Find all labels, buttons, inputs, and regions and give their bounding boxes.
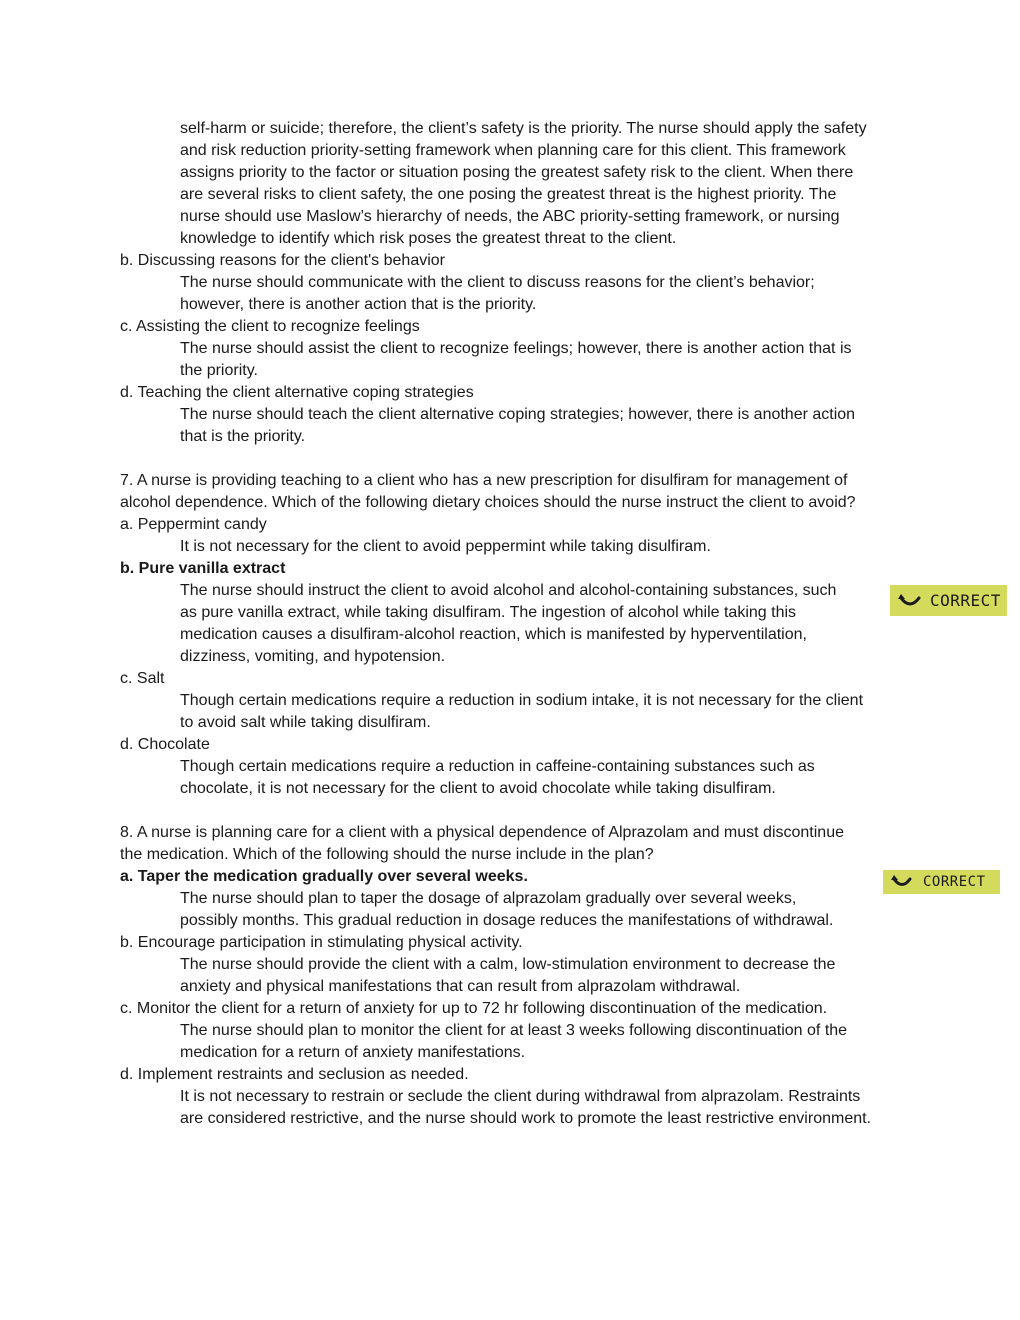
q6a-rationale-line-1: self-harm or suicide; therefore, the client’s safety is the priority. The nurse should apply the safety [180, 120, 867, 137]
q6a-rationale-line-5: nurse should use Maslow’s hierarchy of needs, the ABC priority-setting framework, or nursing [180, 208, 840, 225]
q8d-rationale-line-1: It is not necessary to restrain or seclude the client during withdrawal from alprazolam. Restraints [180, 1088, 861, 1105]
q8c-rationale-line-2: medication for a return of anxiety manifestations. [180, 1044, 526, 1061]
correct-badge-q7 [890, 585, 1007, 616]
q7-option-a: a. Peppermint candy [120, 516, 267, 533]
q6a-rationale-line-6: knowledge to identify which risk poses the greatest threat to the client. [180, 230, 677, 247]
correct-badge-q8 [883, 870, 1000, 894]
q8-option-c: c. Monitor the client for a return of anxiety for up to 72 hr following discontinuation of the medication. [120, 1000, 828, 1017]
q8-stem-line-2: the medication. Which of the following should the nurse include in the plan? [120, 846, 654, 863]
q8a-rationale-line-2: possibly months. This gradual reduction in dosage reduces the manifestations of withdrawal. [180, 912, 834, 929]
q7d-rationale-line-2: chocolate, it is not necessary for the client to avoid chocolate while taking disulfiram. [180, 780, 776, 797]
q8-option-d: d. Implement restraints and seclusion as needed. [120, 1066, 469, 1083]
q6-option-d: d. Teaching the client alternative coping strategies [120, 384, 474, 401]
q8b-rationale-line-1: The nurse should provide the client with a calm, low-stimulation environment to decrease the [180, 956, 836, 973]
q6a-rationale-line-4: are several risks to client safety, the one posing the greatest threat is the highest priority. The [180, 186, 837, 203]
q7-stem-line-1: 7. A nurse is providing teaching to a client who has a new prescription for disulfiram for management of [120, 472, 848, 489]
q8c-rationale-line-1: The nurse should plan to monitor the client for at least 3 weeks following discontinuation of the [180, 1022, 848, 1039]
q6d-rationale-line-2: that is the priority. [180, 428, 306, 445]
q8-option-b: b. Encourage participation in stimulating physical activity. [120, 934, 523, 951]
q7d-rationale-line-1: Though certain medications require a reduction in caffeine-containing substances such as [180, 758, 815, 775]
q7c-rationale-line-2: to avoid salt while taking disulfiram. [180, 714, 431, 731]
q6d-rationale-line-1: The nurse should teach the client alternative coping strategies; however, there is another action [180, 406, 856, 423]
q7b-rationale-line-3: medication causes a disulfiram-alcohol reaction, which is manifested by hyperventilation, [180, 626, 807, 643]
q6b-rationale-line-1: The nurse should communicate with the client to discuss reasons for the client’s behavior; [180, 274, 815, 291]
q8b-rationale-line-2: anxiety and physical manifestations that can result from alprazolam withdrawal. [180, 978, 741, 995]
q6-option-b: b. Discussing reasons for the client's behavior [120, 252, 445, 269]
q7b-rationale-line-2: as pure vanilla extract, while taking disulfiram. The ingestion of alcohol while taking this [180, 604, 797, 621]
q7c-rationale-line-1: Though certain medications require a reduction in sodium intake, it is not necessary for the client [180, 692, 864, 709]
q6c-rationale-line-2: the priority. [180, 362, 258, 379]
q6b-rationale-line-2: however, there is another action that is the priority. [180, 296, 537, 313]
q7-option-b-correct: b. Pure vanilla extract [120, 560, 286, 577]
q8-stem-line-1: 8. A nurse is planning care for a client with a physical dependence of Alprazolam and must discontinue [120, 824, 844, 841]
q6a-rationale-line-2: and risk reduction priority-setting framework when planning care for this client. This framework [180, 142, 846, 159]
q6-option-c: c. Assisting the client to recognize feelings [120, 318, 420, 335]
q6a-rationale-line-3: assigns priority to the factor or situation posing the greatest safety risk to the client. When there [180, 164, 854, 181]
q6c-rationale-line-1: The nurse should assist the client to recognize feelings; however, there is another action that is [180, 340, 852, 357]
q7b-rationale-line-1: The nurse should instruct the client to avoid alcohol and alcohol-containing substances, such [180, 582, 837, 599]
correct-badge-label: CORRECT [930, 591, 1001, 610]
q7-stem-line-2: alcohol dependence. Which of the following dietary choices should the nurse instruct the client to avoid? [120, 494, 856, 511]
curved-arrow-icon [898, 593, 922, 609]
q7-option-d: d. Chocolate [120, 736, 210, 753]
curved-arrow-icon [891, 875, 913, 889]
q8-option-a-correct: a. Taper the medication gradually over several weeks. [120, 868, 528, 885]
q7-option-c: c. Salt [120, 670, 165, 687]
correct-badge-label: CORRECT [923, 874, 986, 890]
q8d-rationale-line-2: are considered restrictive, and the nurse should work to promote the least restrictive environment. [180, 1110, 871, 1127]
q7b-rationale-line-4: dizziness, vomiting, and hypotension. [180, 648, 446, 665]
q8a-rationale-line-1: The nurse should plan to taper the dosage of alprazolam gradually over several weeks, [180, 890, 797, 907]
q7a-rationale-line-1: It is not necessary for the client to avoid peppermint while taking disulfiram. [180, 538, 711, 555]
